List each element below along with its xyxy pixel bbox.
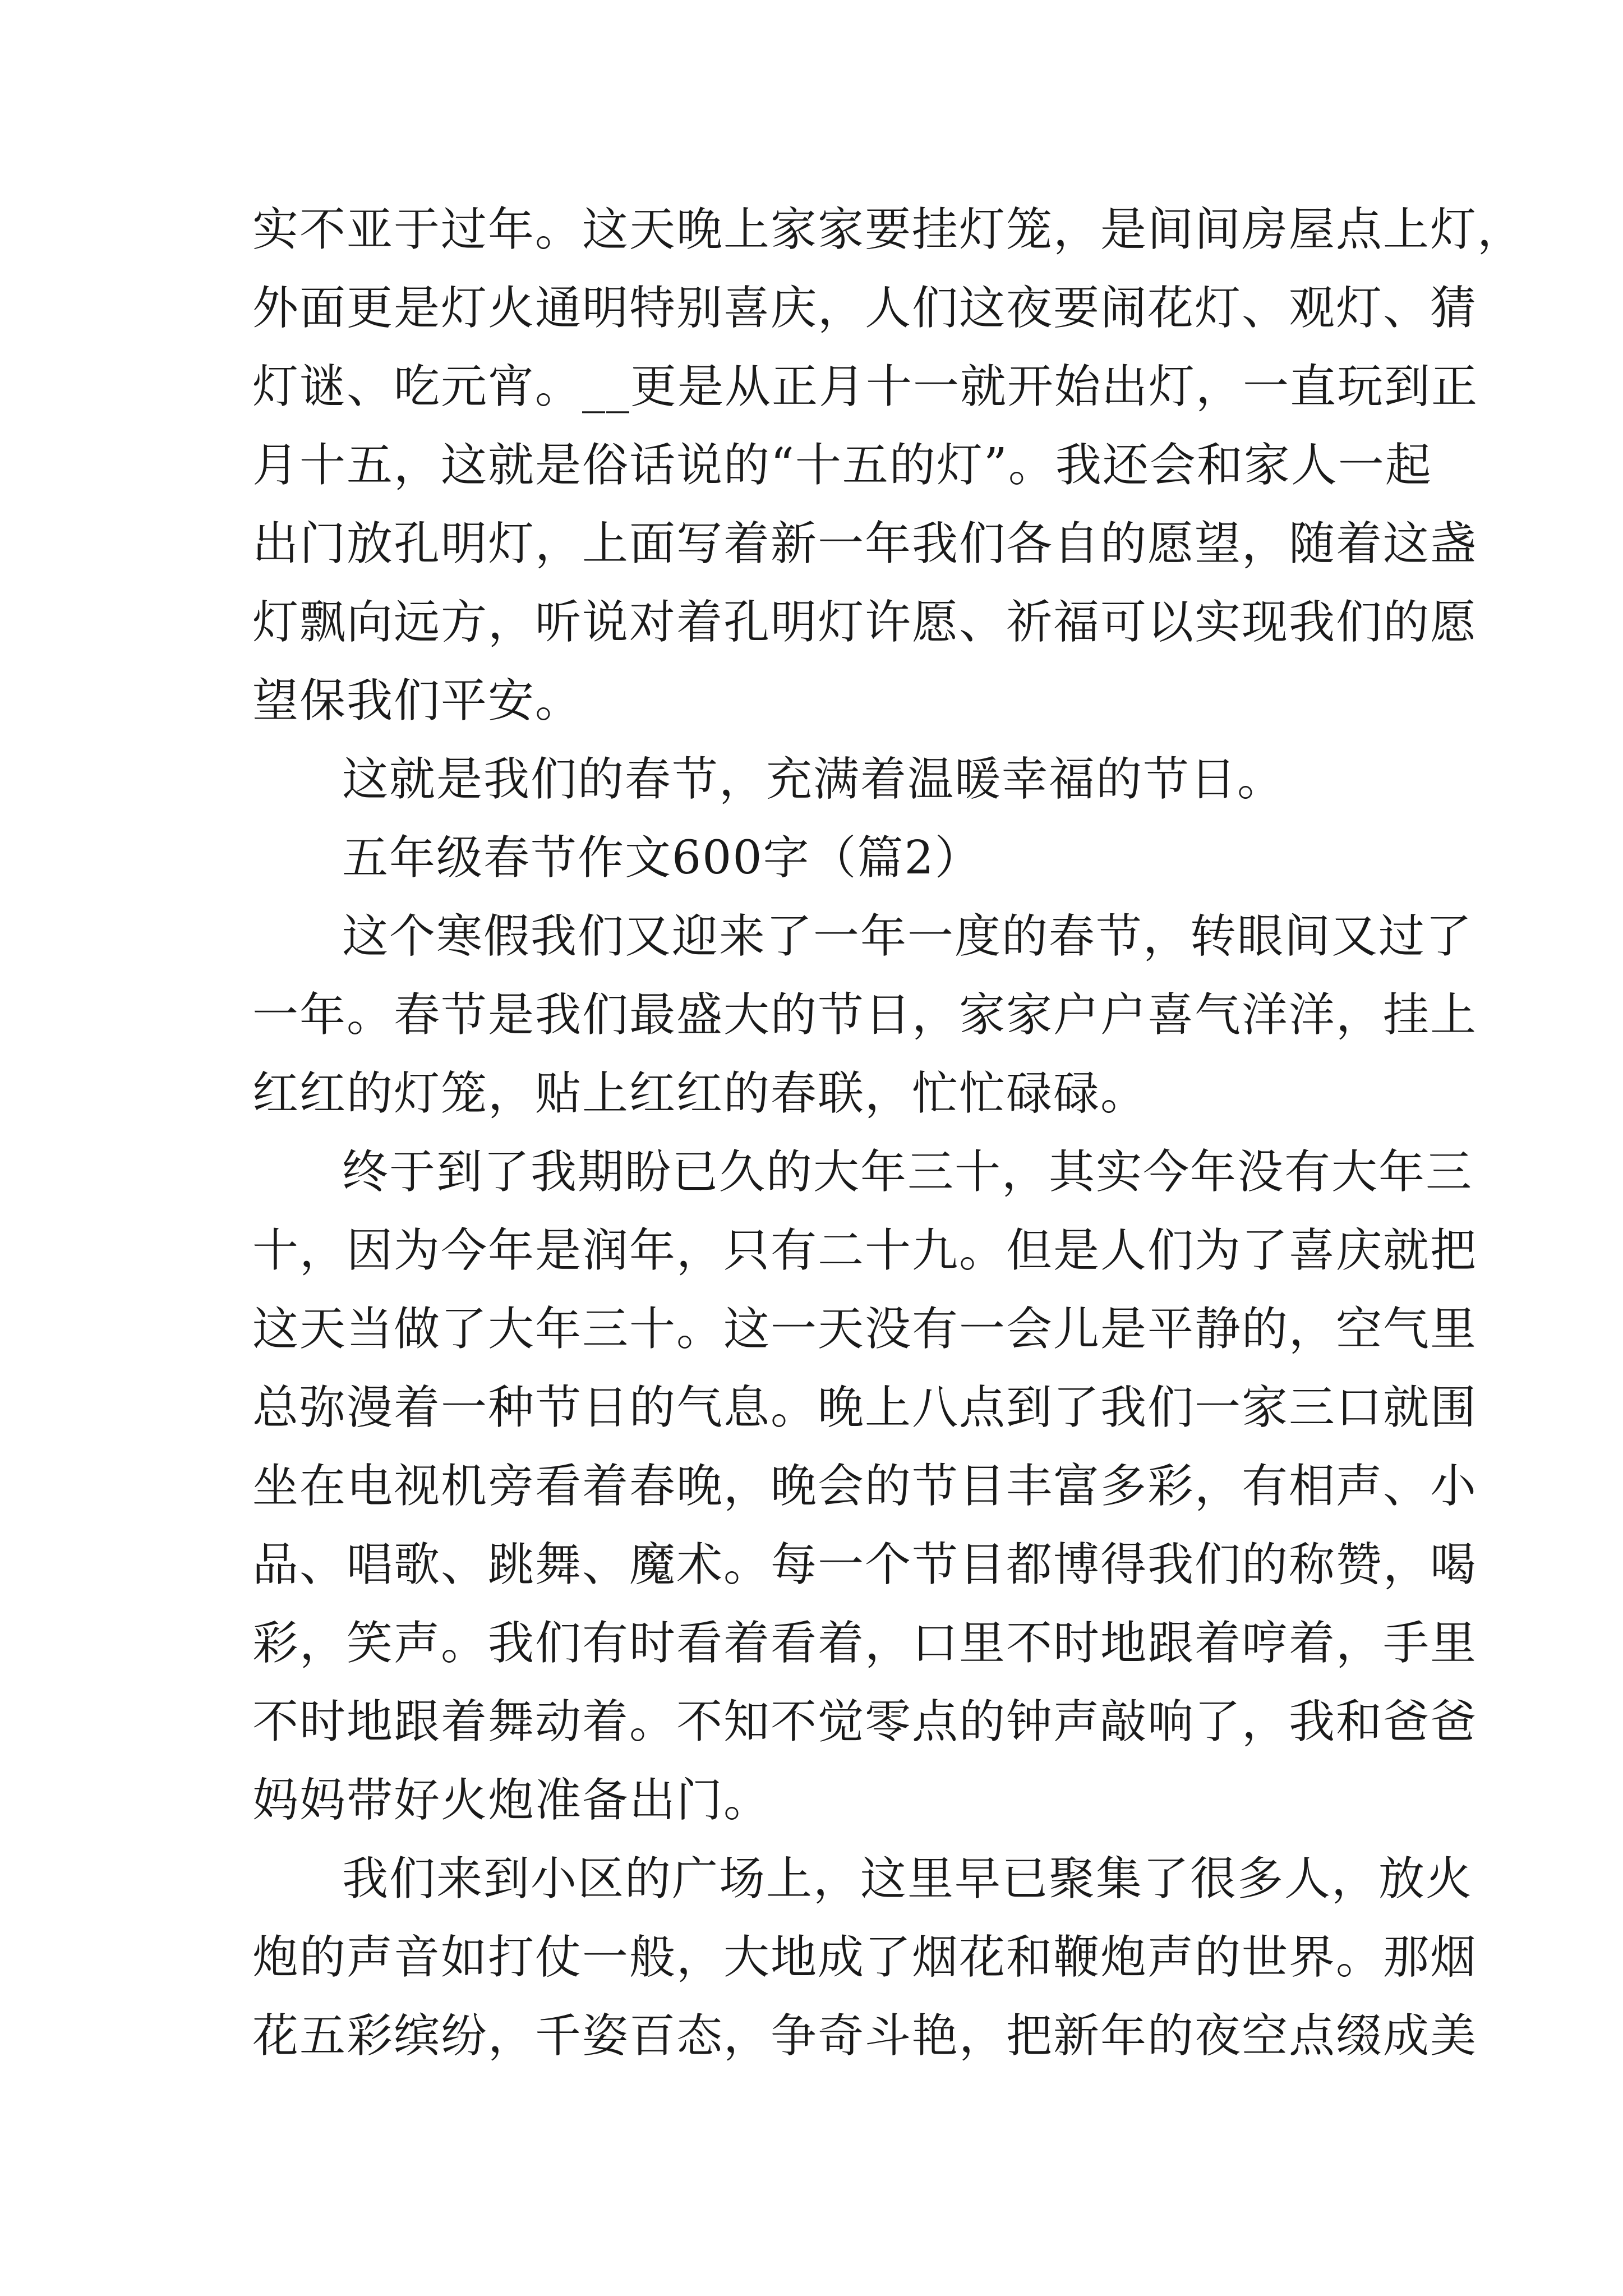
text-line: 实不亚于过年。这天晚上家家要挂灯笼，是间间房屋点上灯， bbox=[252, 203, 1525, 256]
text-line: 灯谜、吃元宵。__更是从正月十一就开始出灯，一直玩到正 bbox=[252, 360, 1479, 413]
text-line: 品、唱歌、跳舞、魔术。每一个节目都博得我们的称赞，喝 bbox=[252, 1538, 1478, 1591]
paragraph-line: 这个寒假我们又迎来了一年一度的春节，转眼间又过了 bbox=[342, 910, 1473, 963]
text-line: 月十五，这就是俗话说的“十五的灯”。我还会和家人一起 bbox=[252, 439, 1432, 492]
paragraph-line: 我们来到小区的广场上，这里早已聚集了很多人，放火 bbox=[342, 1852, 1473, 1906]
text-line: 妈妈带好火炮准备出门。 bbox=[252, 1774, 771, 1827]
text-line: 十，因为今年是润年，只有二十九。但是人们为了喜庆就把 bbox=[252, 1224, 1478, 1277]
text-line: 总弥漫着一种节日的气息。晚上八点到了我们一家三口就围 bbox=[252, 1381, 1478, 1434]
section-heading: 五年级春节作文600字（篇2） bbox=[342, 831, 982, 885]
text-line: 灯飘向远方，听说对着孔明灯许愿、祈福可以实现我们的愿 bbox=[252, 596, 1478, 649]
text-line: 一年。春节是我们最盛大的节日，家家户户喜气洋洋，挂上 bbox=[252, 988, 1478, 1042]
text-line: 花五彩缤纷，千姿百态，争奇斗艳，把新年的夜空点缀成美 bbox=[252, 2009, 1478, 2063]
text-line: 炮的声音如打仗一般，大地成了烟花和鞭炮声的世界。那烟 bbox=[252, 1931, 1478, 1984]
text-line: 望保我们平安。 bbox=[252, 674, 583, 728]
text-line: 红红的灯笼，贴上红红的春联，忙忙碌碌。 bbox=[252, 1067, 1148, 1120]
text-line: 彩，笑声。我们有时看着看着，口里不时地跟着哼着，手里 bbox=[252, 1617, 1478, 1670]
paragraph-line: 这就是我们的春节，充满着温暖幸福的节日。 bbox=[342, 753, 1285, 806]
text-line: 坐在电视机旁看着春晚，晚会的节目丰富多彩，有相声、小 bbox=[252, 1460, 1478, 1513]
text-line: 这天当做了大年三十。这一天没有一会儿是平静的，空气里 bbox=[252, 1303, 1478, 1356]
text-line: 出门放孔明灯，上面写着新一年我们各自的愿望，随着这盏 bbox=[252, 517, 1478, 570]
paragraph-line: 终于到了我期盼已久的大年三十，其实今年没有大年三 bbox=[342, 1145, 1473, 1199]
text-line: 不时地跟着舞动着。不知不觉零点的钟声敲响了，我和爸爸 bbox=[252, 1695, 1478, 1749]
text-line: 外面更是灯火通明特别喜庆，人们这夜要闹花灯、观灯、猜 bbox=[252, 282, 1478, 335]
